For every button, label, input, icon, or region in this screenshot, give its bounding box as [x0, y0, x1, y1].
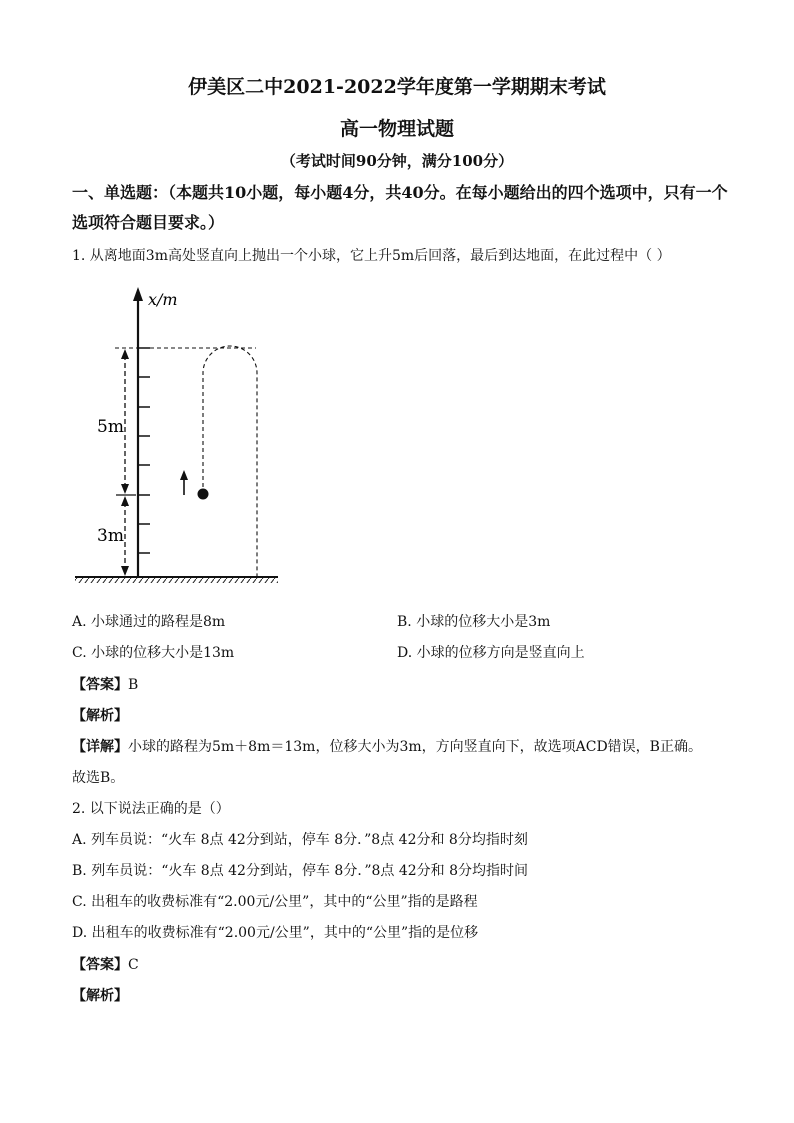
answer-tag: 【答案】 [72, 957, 128, 973]
q1-answer [72, 674, 138, 694]
section-heading: 一、单选题：（本题共10小题，每小题4分，共40分。在每小题给出的四个选项中，只有一个选项符合题目要求。） [72, 183, 728, 232]
label-5m: 5m [97, 417, 124, 437]
q2-answer [72, 954, 139, 974]
q1-motion-diagram [70, 283, 290, 583]
detail-text: 小球的路程为5m＋8m＝13m，位移大小为3m，方向竖直向下，故选项ACD错误，B正确。 [128, 739, 702, 755]
q1-option-c: C. 小球的位移大小是13m [72, 645, 235, 661]
ball [198, 489, 209, 500]
ground-hatch [75, 578, 278, 583]
q2-option-c: C. 出租车的收费标准有“2.00元/公里”，其中的“公里”指的是路程 [72, 894, 478, 910]
q1-analysis-tag: 【解析】 [72, 708, 128, 724]
answer-value: B [128, 677, 139, 693]
x-axis-arrow [133, 287, 143, 301]
detail-tag: 【详解】 [72, 739, 128, 755]
axis-ticks [138, 348, 150, 553]
q1-option-d: D. 小球的位移方向是竖直向上 [397, 645, 585, 661]
answer-tag: 【答案】 [72, 677, 128, 693]
x-axis-label: x/m [148, 290, 178, 309]
q1-detail [72, 736, 702, 756]
exam-subtitle: 高一物理试题 [339, 118, 454, 140]
q2-option-d: D. 出租车的收费标准有“2.00元/公里”，其中的“公里”指的是位移 [72, 925, 479, 941]
q1-option-a: A. 小球通过的路程是8m [72, 614, 226, 630]
q2-stem: 2. 以下说法正确的是（） [72, 801, 230, 817]
q1-conclusion: 故选B。 [72, 770, 125, 786]
q2-option-b: B. 列车员说：“火车 8点 42分到站，停车 8分．”8点 42分和 8分均指时间 [72, 863, 529, 879]
exam-info: （考试时间90分钟，满分100分） [280, 152, 514, 170]
exam-title: 伊美区二中2021-2022学年度第一学期期末考试 [188, 76, 606, 98]
label-3m: 3m [97, 526, 124, 546]
q2-analysis-tag: 【解析】 [72, 988, 128, 1004]
q1-option-b: B. 小球的位移大小是3m [397, 614, 551, 630]
ball-trajectory [203, 346, 257, 577]
q1-stem: 1. 从离地面3m高处竖直向上抛出一个小球，它上升5m后回落，最后到达地面，在此过程中（ ） [72, 248, 671, 264]
q2-option-a: A. 列车员说：“火车 8点 42分到站，停车 8分．”8点 42分和 8分均指时刻 [72, 832, 528, 848]
answer-value: C [128, 957, 139, 973]
